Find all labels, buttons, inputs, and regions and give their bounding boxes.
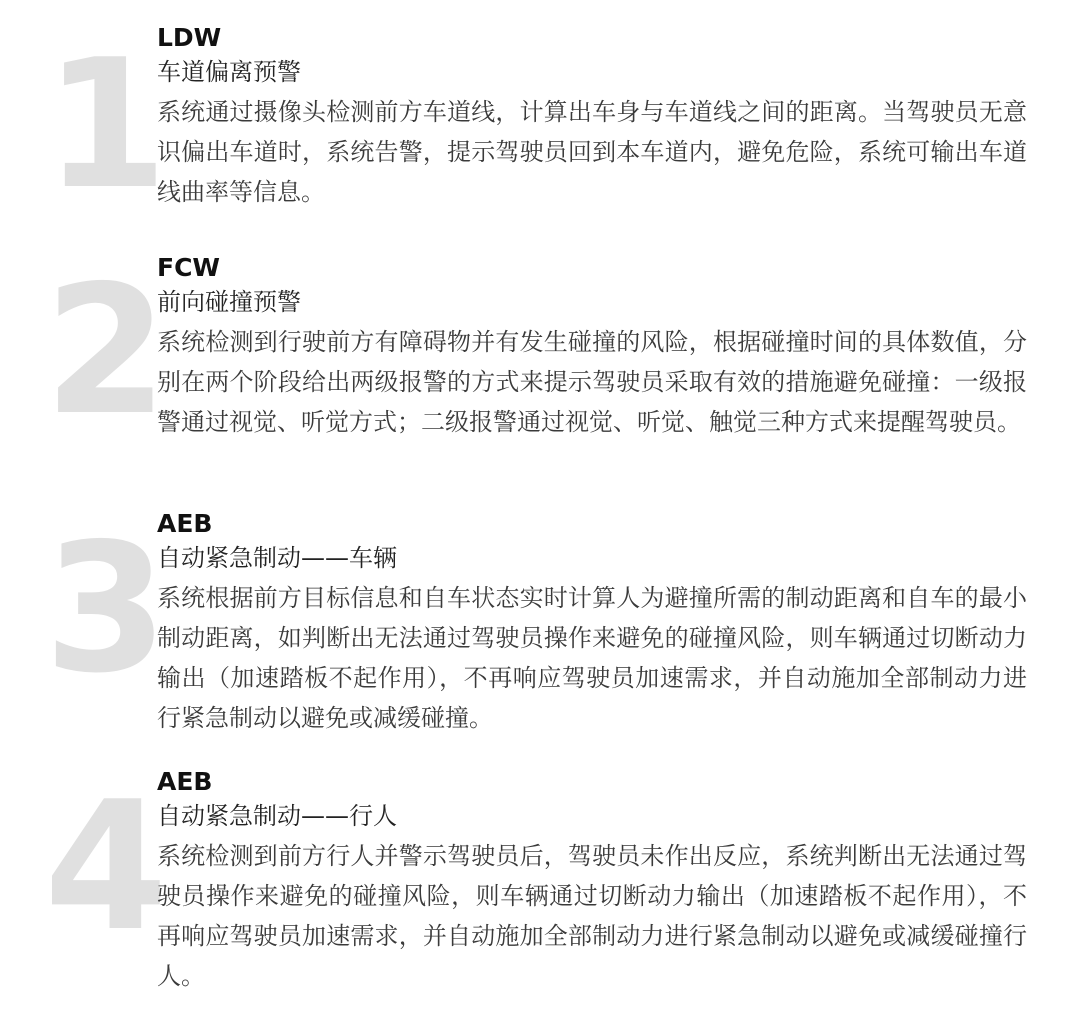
- feature-title: 自动紧急制动——车辆: [157, 544, 397, 572]
- feature-number: 2: [44, 247, 168, 454]
- feature-content: [157, 766, 1037, 996]
- feature-content: [157, 252, 1037, 442]
- feature-title: 前向碰撞预警: [157, 288, 301, 316]
- feature-description: 系统通过摄像头检测前方车道线，计算出车身与车道线之间的距离。当驾驶员无意识偏出车道时，系统告警，提示驾驶员回到本车道内，避免危险，系统可输出车道线曲率等信息。: [157, 98, 1027, 206]
- feature-description: 系统根据前方目标信息和自车状态实时计算人为避撞所需的制动距离和自车的最小制动距离，如判断出无法通过驾驶员操作来避免的碰撞风险，则车辆通过切断动力输出（加速踏板不起作用），不再响应驾驶员加速需求，并自动施加全部制动力进行紧急制动以避免或减缓碰撞。: [157, 584, 1027, 732]
- feature-description: 系统检测到行驶前方有障碍物并有发生碰撞的风险，根据碰撞时间的具体数值，分别在两个阶段给出两级报警的方式来提示驾驶员采取有效的措施避免碰撞：一级报警通过视觉、听觉方式；二级报警通过视觉、听觉、触觉三种方式来提醒驾驶员。: [157, 328, 1027, 436]
- feature-code: AEB: [157, 767, 213, 796]
- feature-number: 4: [44, 763, 168, 970]
- feature-title: 车道偏离预警: [157, 58, 301, 86]
- feature-title: 自动紧急制动——行人: [157, 802, 397, 830]
- feature-code: AEB: [157, 509, 213, 538]
- feature-code: FCW: [157, 253, 221, 282]
- feature-number: 1: [44, 21, 168, 228]
- feature-number: 3: [44, 505, 168, 712]
- feature-description: 系统检测到前方行人并警示驾驶员后，驾驶员未作出反应，系统判断出无法通过驾驶员操作来避免的碰撞风险，则车辆通过切断动力输出（加速踏板不起作用），不再响应驾驶员加速需求，并自动施加全部制动力进行紧急制动以避免或减缓碰撞行人。: [157, 842, 1027, 990]
- feature-code: LDW: [157, 23, 222, 52]
- feature-content: [157, 508, 1037, 738]
- feature-content: [157, 22, 1037, 212]
